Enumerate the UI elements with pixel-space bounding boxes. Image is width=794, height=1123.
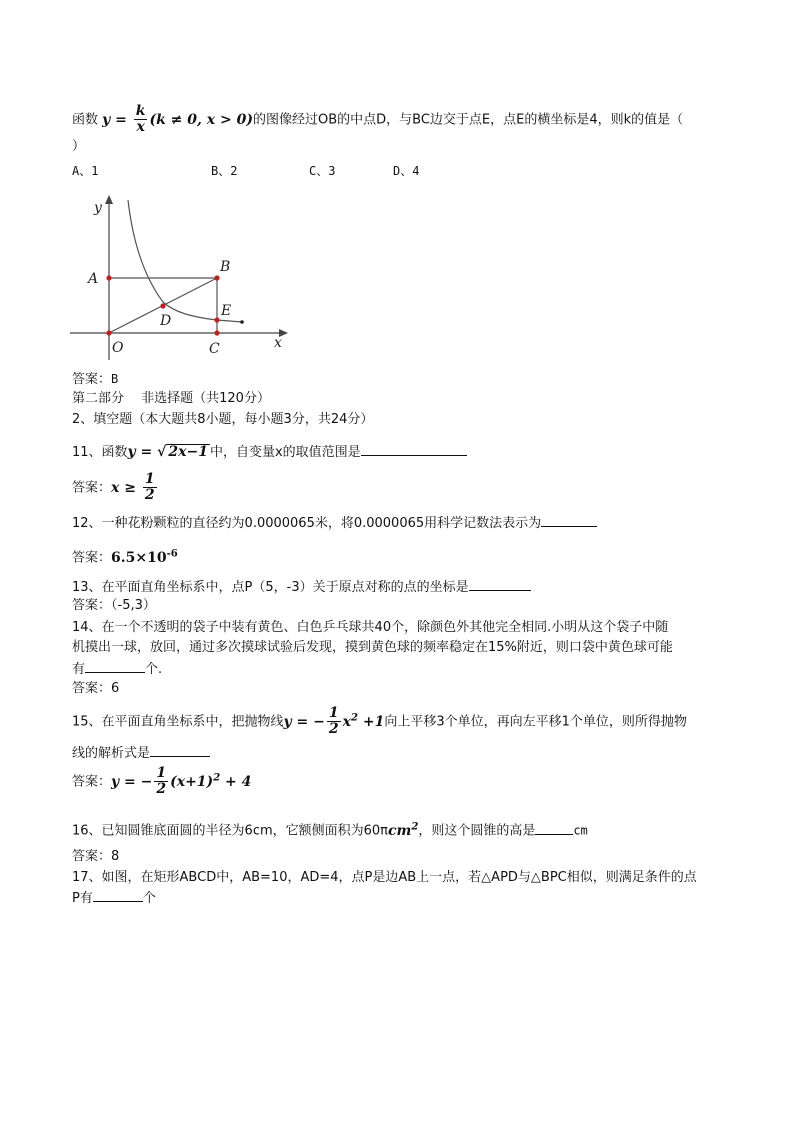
point-o xyxy=(106,330,111,335)
q14-line3: 有 个. xyxy=(72,662,163,677)
label-e: E xyxy=(221,303,232,319)
q12-answer: 答案：$6.5\times 10^{-6}$ xyxy=(72,548,178,566)
q15-answer-blank xyxy=(150,744,210,757)
q11-answer: 答案：x ≥ $\frac{1}{2}$ xyxy=(72,471,155,503)
point-c xyxy=(214,330,219,335)
option-c: C、3 xyxy=(309,164,336,178)
label-y: y xyxy=(94,200,102,216)
option-a: A、1 xyxy=(72,164,99,178)
q12-answer-blank xyxy=(541,514,597,527)
q10-text: 的图像经过OB的中点D，与BC边交于点E，点E的横坐标是4，则k的值是（ xyxy=(252,112,684,128)
q10-formula: y = $\frac{k}{x}$ (k ≠ 0, x > 0) xyxy=(102,103,253,135)
q16-answer: 答案：8 xyxy=(72,849,120,864)
q14-line1: 14、在一个不透明的袋子中装有黄色、白色乒乓球共40个，除颜色外其他完全相同.小明从这个袋子中随 xyxy=(72,620,669,635)
section-title: 第二部分 非选择题（共120分） xyxy=(72,391,270,406)
q15-answer: 答案：y = − $\frac{1}{2}$ $(x+1)^2 + 4$ xyxy=(72,765,252,797)
q10-options xyxy=(72,162,492,180)
q16-stem: 16、已知圆锥底面圆的半径为6cm，它额侧面积为60πcm$^2$，则这个圆锥的高是 cm xyxy=(72,821,588,839)
q10-answer: 答案：B xyxy=(72,372,119,387)
option-b: B、2 xyxy=(211,164,238,178)
geometry-figure xyxy=(66,192,296,362)
point-b xyxy=(214,275,219,280)
q10-stem xyxy=(72,104,683,135)
q15-formula: y = − $\frac{1}{2}$ $x^2 +1$ xyxy=(283,705,385,737)
label-b: B xyxy=(220,259,231,275)
label-a: A xyxy=(88,271,99,287)
point-a xyxy=(106,275,111,280)
q11-formula: y = √ 2x−1 xyxy=(127,444,208,460)
q16-answer-blank xyxy=(535,822,573,835)
curve-end-dot xyxy=(240,320,244,324)
label-d: D xyxy=(160,313,172,329)
q17-answer-blank xyxy=(93,889,143,902)
label-x: x xyxy=(274,335,282,351)
q10-close: ） xyxy=(72,139,86,154)
y-axis-arrow xyxy=(105,195,113,204)
q14-line2: 机摸出一球，放回，通过多次摸球试验后发现，摸到黄色球的频率稳定在15%附近，则口袋中黄色球可能 xyxy=(72,640,673,655)
q10-prefix: 函数 xyxy=(72,112,99,128)
fill-header: 2、填空题（本大题共8小题，每小题3分，共24分） xyxy=(72,412,374,427)
q11-stem: 11、函数y = √ 2x−1 中，自变量x的取值范围是 xyxy=(72,443,467,462)
q13-answer-blank xyxy=(469,578,531,591)
q17-line1: 17、如图，在矩形ABCD中，AB=10，AD=4，点P是边AB上一点，若△APD与△BPC相似，则满足条件的点 xyxy=(72,870,697,885)
label-o: O xyxy=(112,340,124,356)
q12-stem: 12、一种花粉颗粒的直径约为0.0000065米，将0.0000065用科学记数法表示为 xyxy=(72,514,597,533)
point-d xyxy=(160,303,165,308)
label-c: C xyxy=(209,341,220,357)
q15-stem: 15、在平面直角坐标系中，把抛物线y = − $\frac{1}{2}$ $x^2 +1$向上平移3个单位，再向左平移1个单位，则所得抛物 xyxy=(72,705,687,737)
q17-line2: P有 个 xyxy=(72,891,156,906)
point-e xyxy=(214,317,219,322)
option-d: D、4 xyxy=(393,164,420,178)
q14-answer-blank xyxy=(85,660,145,673)
q14-answer: 答案：6 xyxy=(72,681,120,696)
q11-answer-blank xyxy=(361,443,467,456)
q13-answer: 答案：（-5,3） xyxy=(72,598,156,613)
q13-stem: 13、在平面直角坐标系中，点P（5，-3）关于原点对称的点的坐标是 xyxy=(72,578,531,597)
q15-line2: 线的解析式是 xyxy=(72,744,210,763)
